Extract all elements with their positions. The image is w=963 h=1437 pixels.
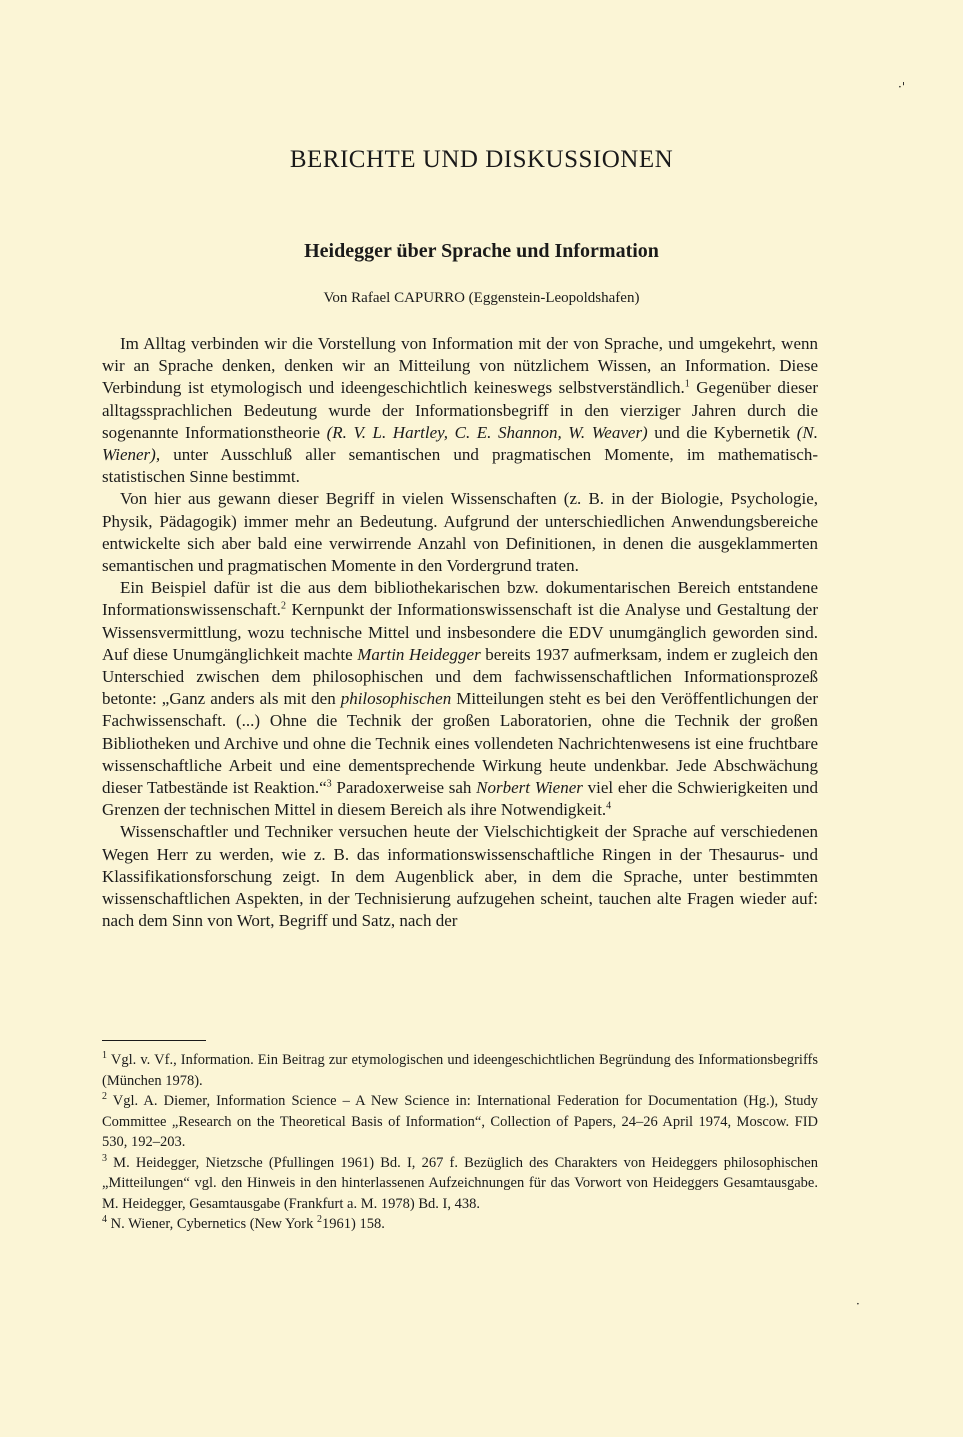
footnote-number: 1 — [102, 1050, 107, 1062]
footnotes — [102, 1050, 818, 1235]
scan-speck: · — [856, 1297, 860, 1311]
text-run: Mitteilungen steht es bei den Veröffentlichungen der Fachwissenschaft. (...) Ohne die Technik der großen Laboratorien, ohne die Technik der großen Bibliotheken und Archive und ohne die Technik eines vollendeten Nachrichtenwesens ist eine fruchtbare wissenschaftliche Arbeit und eine dementsprechende Wirkung heute undenkbar. Jede Abschwächung dieser Tatbestände ist Reaktion.“ — [102, 689, 818, 798]
footnote-number: 3 — [102, 1152, 107, 1164]
footnote-number: 4 — [102, 1214, 107, 1226]
footnote-text: N. Wiener, Cybernetics (New York — [107, 1216, 317, 1232]
paragraph-2: Von hier aus gewann dieser Begriff in vielen Wissenschaften (z. B. in der Biologie, Psychologie, Physik, Pädagogik) immer mehr an Bedeutung. Aufgrund der unterschiedlichen Anwendungsbereiche entwickelte sich aber bald eine verwirrende Anzahl von Definitionen, in denen die ausgeklammerten semantischen und pragmatischen Momente in den Vordergrund traten. — [102, 489, 818, 576]
footnote-2 — [102, 1091, 818, 1153]
footnote-number: 2 — [102, 1091, 107, 1103]
paragraph-4: Wissenschaftler und Techniker versuchen heute der Vielschichtigkeit der Sprache auf verschiedenen Wegen Herr zu werden, wie z. B. das informationswissenschaftliche Ringen in der Thesaurus- und Klassifikationsforschung zeigt. In dem Augenblick aber, in dem die Sprache, unter bestimmten wissenschaftlichen Aspekten, in der Technisierung aufzugehen scheint, tauchen alte Fragen wieder auf: nach dem Sinn von Wort, Begriff und Satz, nach der — [102, 822, 818, 931]
article-title: Heidegger über Sprache und Information — [304, 240, 659, 262]
text-run: unter Ausschluß aller semantischen und pragmatischen Momente, im mathematisch-statistischen Sinne bestimmt. — [102, 445, 818, 487]
footnote-ref-1: 1 — [684, 378, 690, 390]
text-run: Kernpunkt der Informationswissenschaft ist die Analyse und Gestaltung der Wissensvermittlung, wozu technische Mittel und insbesondere die EDV unumgänglich geworden sind. Auf diese Unumgänglichkeit machte — [102, 600, 818, 664]
text-run: und die Kybernetik — [647, 422, 797, 442]
text-run: bereits 1937 aufmerksam, indem er zugleich den Unterschied zwischen dem philosophischen und dem fachwissenschaftlichen Informationsprozeß betonte: „Ganz anders als mit den — [102, 644, 818, 709]
footnote-text: 1961) 158. — [322, 1216, 385, 1232]
footnote-text: Vgl. v. Vf., Information. Ein Beitrag zur etymologischen und ideengeschichtlichen Begründung des Informationsbegriffs (München 1978). — [102, 1052, 818, 1089]
italic-name: Martin Heidegger — [357, 644, 481, 664]
footnote-ref-4: 4 — [606, 800, 612, 812]
italic-name: Norbert Wiener — [476, 778, 583, 798]
footnote-1 — [102, 1050, 818, 1091]
text-run: Gegenüber dieser alltagssprachlichen Bedeutung wurde der Informationsbegriff in den vierziger Jahren durch die sogenannte Informationstheorie — [102, 378, 818, 442]
footnote-text: M. Heidegger, Nietzsche (Pfullingen 1961) Bd. I, 267 f. Bezüglich des Charakters von Heideggers philosophischen „Mitteilungen“ vgl. den Hinweis in den hinterlassenen Aufzeichnungen für das Vorwort von Heideggers Gesamtausgabe. M. Heidegger, Gesamtausgabe (Frankfurt a. M. 1978) Bd. I, 438. — [102, 1154, 818, 1212]
footnote-4 — [102, 1214, 818, 1235]
section-heading: BERICHTE UND DISKUSSIONEN — [289, 146, 674, 173]
text-run: Paradoxerweise sah — [331, 778, 477, 798]
paragraph-3 — [102, 577, 818, 821]
text-run: viel eher die Schwierigkeiten und Grenzen der technischen Mittel in diesem Bereich als ihre Notwendigkeit. — [102, 778, 819, 820]
italic-word: philosophischen — [340, 689, 452, 709]
footnote-3 — [102, 1153, 818, 1215]
footnote-text: Vgl. A. Diemer, Information Science – A New Science in: International Federation for Documentation (Hg.), Study Committee „Research on the Theoretical Basis of Information“, Collection of Papers, 24–26 April 1974, Moscow. FID 530, 192–203. — [102, 1093, 818, 1150]
text-run: Ein Beispiel dafür ist die aus dem bibliothekarischen bzw. dokumentarischen Bereich entstandene Informationswissenschaft. — [102, 578, 818, 620]
footnote-ref-2: 2 — [280, 600, 286, 612]
footnote-rule — [102, 1040, 206, 1041]
edition-superscript: 2 — [317, 1214, 322, 1226]
italic-names: (R. V. L. Hartley, C. E. Shannon, W. Weaver) — [326, 422, 648, 442]
paragraph-1 — [102, 333, 818, 488]
article-body — [102, 333, 818, 932]
footnote-ref-3: 3 — [326, 778, 332, 790]
italic-names: (N. Wiener), — [102, 422, 818, 465]
text-run: Im Alltag verbinden wir die Vorstellung von Information mit der von Sprache, und umgekehrt, wenn wir an Sprache denken, denken wir an Mitteilung von nützlichem Wissen, an Information. Diese Verbindung ist etymologisch und ideengeschichtlich keineswegs selbstverständlich. — [102, 334, 818, 398]
byline: Von Rafael CAPURRO (Eggenstein-Leopoldshafen) — [323, 290, 640, 306]
scan-speck: ·' — [898, 80, 906, 94]
